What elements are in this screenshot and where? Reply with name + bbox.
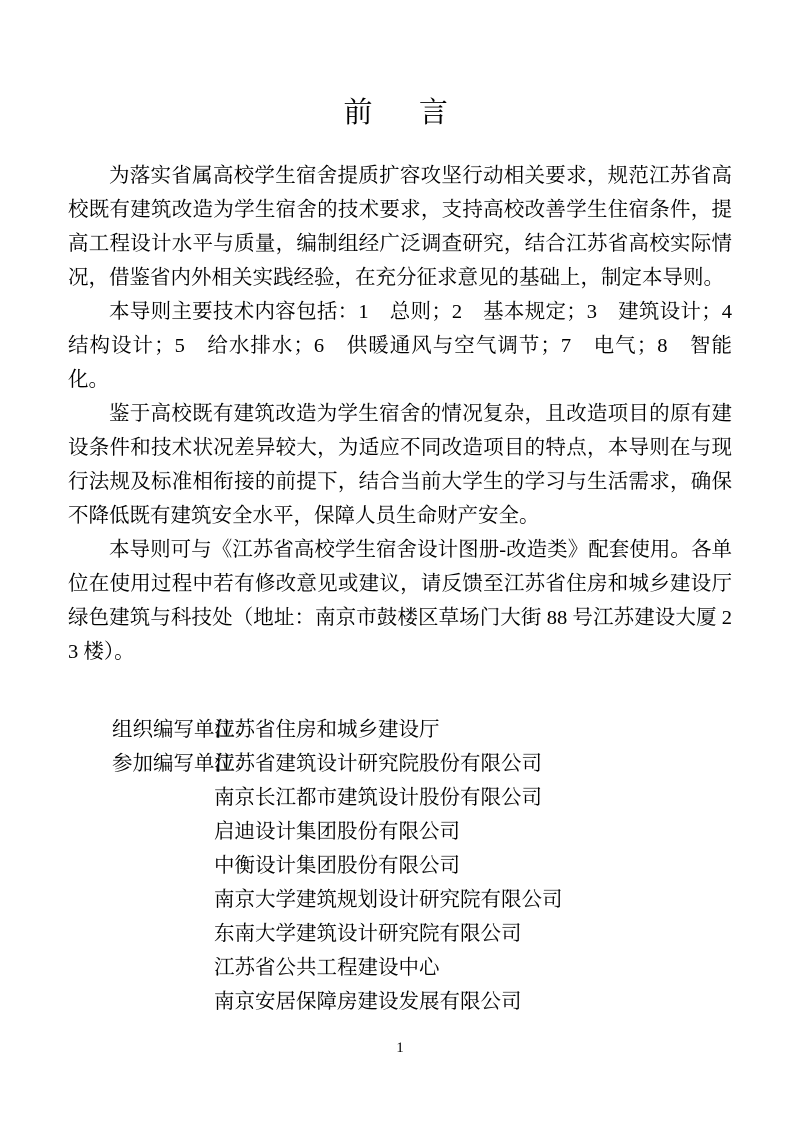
participant-row (68, 883, 732, 917)
paragraph-1: 为落实省属高校学生宿舍提质扩容攻坚行动相关要求，规范江苏省高校既有建筑改造为学生宿舍的技术要求，支持高校改善学生住宿条件，提高工程设计水平与质量，编制组经广泛调查研究，结合江苏省高校实际情况，借鉴省内外相关实践经验，在充分征求意见的基础上，制定本导则。 (68, 164, 732, 289)
participant-label: 参加编写单位： (112, 752, 256, 775)
page-title: 前 言 (343, 97, 457, 129)
participant-row (68, 917, 732, 951)
participant-value-3: 启迪设计集团股份有限公司 (214, 820, 460, 843)
participant-value-6: 东南大学建筑设计研究院有限公司 (214, 922, 522, 945)
participant-row (68, 747, 732, 781)
participant-value-1: 江苏省建筑设计研究院股份有限公司 (214, 752, 542, 775)
preface-body (68, 159, 753, 669)
participant-row (68, 815, 732, 849)
paragraph-3: 鉴于高校既有建筑改造为学生宿舍的情况复杂，且改造项目的原有建设条件和技术状况差异较大，为适应不同改造项目的特点，本导则在与现行法规及标准相衔接的前提下，结合当前大学生的学习与生活需求，确保不降低既有建筑安全水平，保障人员生命财产安全。 (68, 402, 732, 527)
participant-row (68, 781, 732, 815)
participant-row (68, 849, 732, 883)
paragraph-2: 本导则主要技术内容包括：1 总则；2 基本规定；3 建筑设计；4 结构设计；5 给水排水；6 供暖通风与空气调节；7 电气；8 智能化。 (68, 300, 753, 391)
page-number: 1 (396, 1040, 404, 1056)
participant-value-8: 南京安居保障房建设发展有限公司 (214, 990, 522, 1013)
paragraph-4: 本导则可与《江苏省高校学生宿舍设计图册-改造类》配套使用。各单位在使用过程中若有修改意见或建议，请反馈至江苏省住房和城乡建设厅绿色建筑与科技处（地址：南京市鼓楼区草场门大街 88 号江苏建设大厦 23 楼）。 (68, 538, 732, 663)
organizer-value: 江苏省住房和城乡建设厅 (214, 718, 440, 741)
participant-value-2: 南京长江都市建筑设计股份有限公司 (214, 786, 542, 809)
participant-value-5: 南京大学建筑规划设计研究院有限公司 (214, 888, 563, 911)
compiling-units-block (68, 713, 732, 1019)
participant-row (68, 951, 732, 985)
organizer-row (68, 713, 732, 747)
page-content (68, 0, 753, 1019)
organizer-label: 组织编写单位： (112, 718, 256, 741)
participant-value-4: 中衡设计集团股份有限公司 (214, 854, 460, 877)
participant-value-7: 江苏省公共工程建设中心 (214, 956, 440, 979)
participant-row (68, 985, 732, 1019)
